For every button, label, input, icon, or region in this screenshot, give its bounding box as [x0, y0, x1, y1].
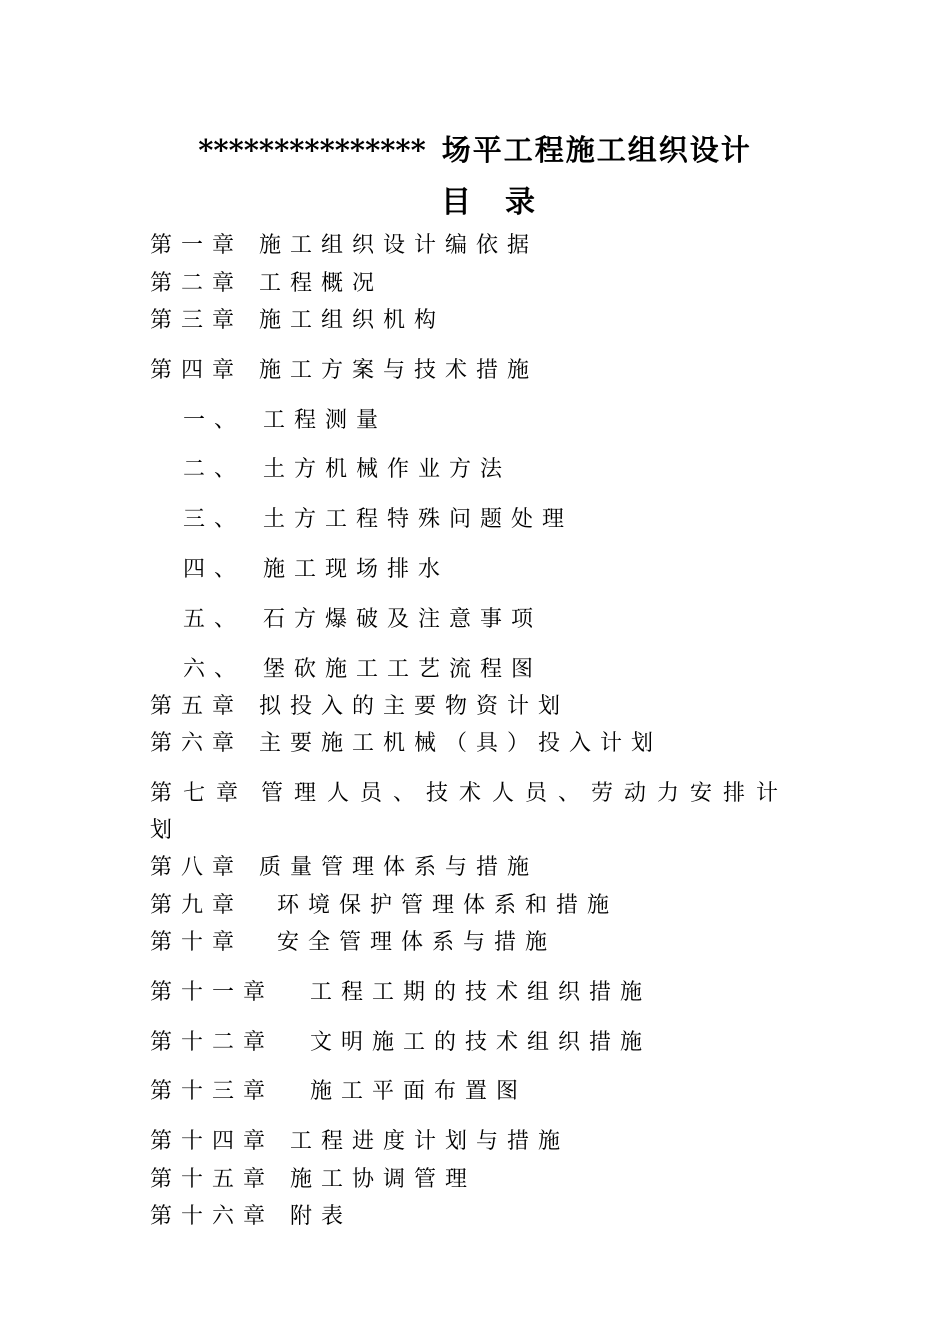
- toc-section: [183, 605, 542, 635]
- toc-entry-title: 工程概况: [259, 271, 384, 296]
- toc-entry: [150, 928, 556, 958]
- toc-entry-title: 文明施工的技术组织措施: [310, 1030, 652, 1055]
- toc-section: [183, 505, 573, 535]
- toc-entry-label: 第十三章: [150, 1079, 275, 1104]
- toc-entry-label: 第十六章: [150, 1204, 275, 1229]
- toc-entry-title: 施工组织设计编依据: [259, 233, 539, 258]
- toc-entry: [150, 692, 569, 722]
- toc-entry-label: 第七章: [150, 781, 250, 806]
- toc-entry-label: 第十五章: [150, 1167, 275, 1192]
- title-text: 场平工程施工组织设计: [441, 133, 752, 167]
- title-prefix: ***************: [198, 133, 426, 167]
- document-title: [0, 128, 950, 169]
- toc-section: [183, 406, 387, 436]
- toc-entry: [150, 853, 538, 883]
- toc-section-title: 工程测量: [263, 408, 388, 433]
- toc-entry: [150, 1077, 527, 1107]
- toc-entry-label: 第十章: [150, 930, 244, 955]
- toc-entry-label: 第十一章: [150, 980, 275, 1005]
- toc-entry-label: 第二章: [150, 271, 244, 296]
- toc-entry: [150, 231, 538, 261]
- toc-heading: 目录: [441, 185, 569, 220]
- toc-entry: [150, 978, 651, 1008]
- toc-entry-title: 质量管理体系与措施: [259, 855, 539, 880]
- toc-entry-label: 第六章: [150, 731, 244, 756]
- toc-section-title: 石方爆破及注意事项: [263, 607, 543, 632]
- toc-section-label: 一、: [183, 408, 246, 433]
- toc-entry: [150, 356, 538, 386]
- toc-entry-label: 第十二章: [150, 1030, 275, 1055]
- toc-entry: [150, 1127, 569, 1157]
- toc-entry: [150, 269, 383, 299]
- toc-entry-title: 施工组织机构: [259, 308, 446, 333]
- toc-section-title: 施工现场排水: [263, 557, 450, 582]
- toc-entry: [150, 891, 618, 921]
- toc-entry-label: 第三章: [150, 308, 244, 333]
- toc-entry-title: 管理人员、技术人员、劳动力安排计: [261, 781, 790, 806]
- toc-entry: [150, 1028, 651, 1058]
- toc-entry-title: 工程进度计划与措施: [290, 1129, 570, 1154]
- toc-section-label: 四、: [183, 557, 246, 582]
- toc-entry-title: 施工协调管理: [290, 1167, 477, 1192]
- toc-entry-title: 附表: [290, 1204, 353, 1229]
- toc-entry: [150, 779, 789, 809]
- toc-entry-label: 第一章: [150, 233, 244, 258]
- toc-section-title: 土方工程特殊问题处理: [263, 507, 574, 532]
- toc-entry: [150, 1165, 476, 1195]
- toc-section: [183, 555, 449, 585]
- toc-entry-label: 第五章: [150, 694, 244, 719]
- toc-section-title: 堡砍施工工艺流程图: [263, 657, 543, 682]
- toc-entry-label: 第十四章: [150, 1129, 275, 1154]
- toc-section: [183, 455, 511, 485]
- toc-entry-title: 环境保护管理体系和措施: [277, 893, 619, 918]
- toc-entry-title: 拟投入的主要物资计划: [259, 694, 570, 719]
- toc-entry-label: 第八章: [150, 855, 244, 880]
- toc-entry-title: 工程工期的技术组织措施: [310, 980, 652, 1005]
- toc-entry-title: 施工平面布置图: [310, 1079, 528, 1104]
- toc-entry: [150, 729, 662, 759]
- toc-section-title: 土方机械作业方法: [263, 457, 512, 482]
- toc-section-label: 五、: [183, 607, 246, 632]
- toc-entry-label: 第九章: [150, 893, 244, 918]
- toc-entry-title: 施工方案与技术措施: [259, 358, 539, 383]
- toc-section: [183, 655, 542, 685]
- toc-section-label: 六、: [183, 657, 246, 682]
- toc-entry-continuation: 划: [150, 818, 173, 843]
- toc-entry-title: 主要施工机械（具）投入计划: [259, 731, 663, 756]
- toc-section-label: 三、: [183, 507, 246, 532]
- toc-entry: [150, 306, 445, 336]
- toc-entry: [150, 1202, 352, 1232]
- toc-entry-title: 安全管理体系与措施: [277, 930, 557, 955]
- toc-entry-label: 第四章: [150, 358, 244, 383]
- toc-section-label: 二、: [183, 457, 246, 482]
